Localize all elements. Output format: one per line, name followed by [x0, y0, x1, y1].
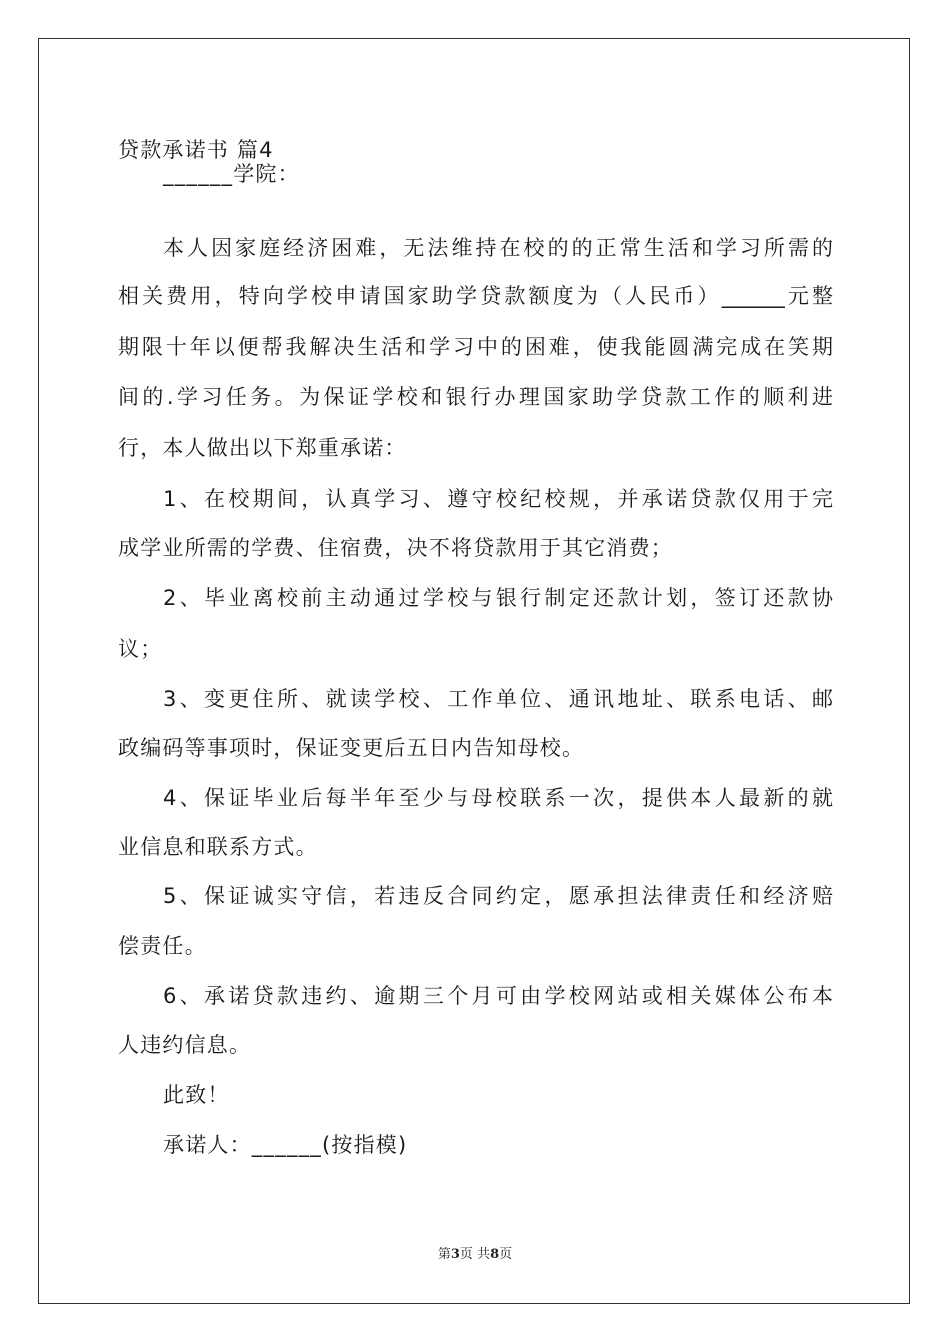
addressee-line: ______学院： [163, 162, 300, 186]
promise-item-2-line-1: 2、毕业离校前主动通过学校与银行制定还款计划，签订还款协 [163, 586, 833, 610]
promise-item-4-line-2: 业信息和联系方式。 [118, 835, 318, 859]
footer-total-pages: 8 [490, 1247, 500, 1262]
body-line-5: 行，本人做出以下郑重承诺： [118, 436, 407, 460]
body-line-1: 本人因家庭经济困难，无法维持在校的的正常生活和学习所需的 [163, 236, 833, 260]
promise-item-4-line-1: 4、保证毕业后每半年至少与母校联系一次，提供本人最新的就 [163, 786, 833, 810]
promise-item-5-line-1: 5、保证诚实守信，若违反合同约定，愿承担法律责任和经济赔 [163, 884, 833, 908]
signature-line: 承诺人：______(按指模) [163, 1133, 408, 1157]
promise-item-6-line-1: 6、承诺贷款违约、逾期三个月可由学校网站或相关媒体公布本 [163, 984, 833, 1008]
footer-page-mid: 页 共 [459, 1247, 491, 1262]
page-border [38, 38, 910, 1304]
footer-current-page: 3 [450, 1247, 460, 1262]
promise-item-3-line-1: 3、变更住所、就读学校、工作单位、通讯地址、联系电话、邮 [163, 687, 833, 711]
footer-page-prefix: 第 [437, 1247, 451, 1262]
footer-page-suffix: 页 [499, 1247, 513, 1262]
body-line-2: 相关费用，特向学校申请国家助学贷款额度为（人民币）______元整 [118, 284, 833, 308]
promise-item-3-line-2: 政编码等事项时，保证变更后五日内告知母校。 [118, 736, 585, 760]
promise-item-2-line-2: 议； [118, 637, 163, 661]
promise-item-6-line-2: 人违约信息。 [118, 1033, 252, 1057]
promise-item-5-line-2: 偿责任。 [118, 934, 207, 958]
promise-item-1-line-1: 1、在校期间，认真学习、遵守校纪校规，并承诺贷款仅用于完 [163, 487, 833, 511]
promise-item-1-line-2: 成学业所需的学费、住宿费，决不将贷款用于其它消费； [118, 536, 673, 560]
page-number-footer [0, 1246, 950, 1264]
closing-salutation: 此致！ [163, 1083, 230, 1107]
body-line-4: 间的.学习任务。为保证学校和银行办理国家助学贷款工作的顺利进 [118, 385, 833, 409]
body-line-3: 期限十年以便帮我解决生活和学习中的困难，使我能圆满完成在笑期 [118, 335, 833, 359]
document-title: 贷款承诺书 篇4 [118, 138, 274, 162]
